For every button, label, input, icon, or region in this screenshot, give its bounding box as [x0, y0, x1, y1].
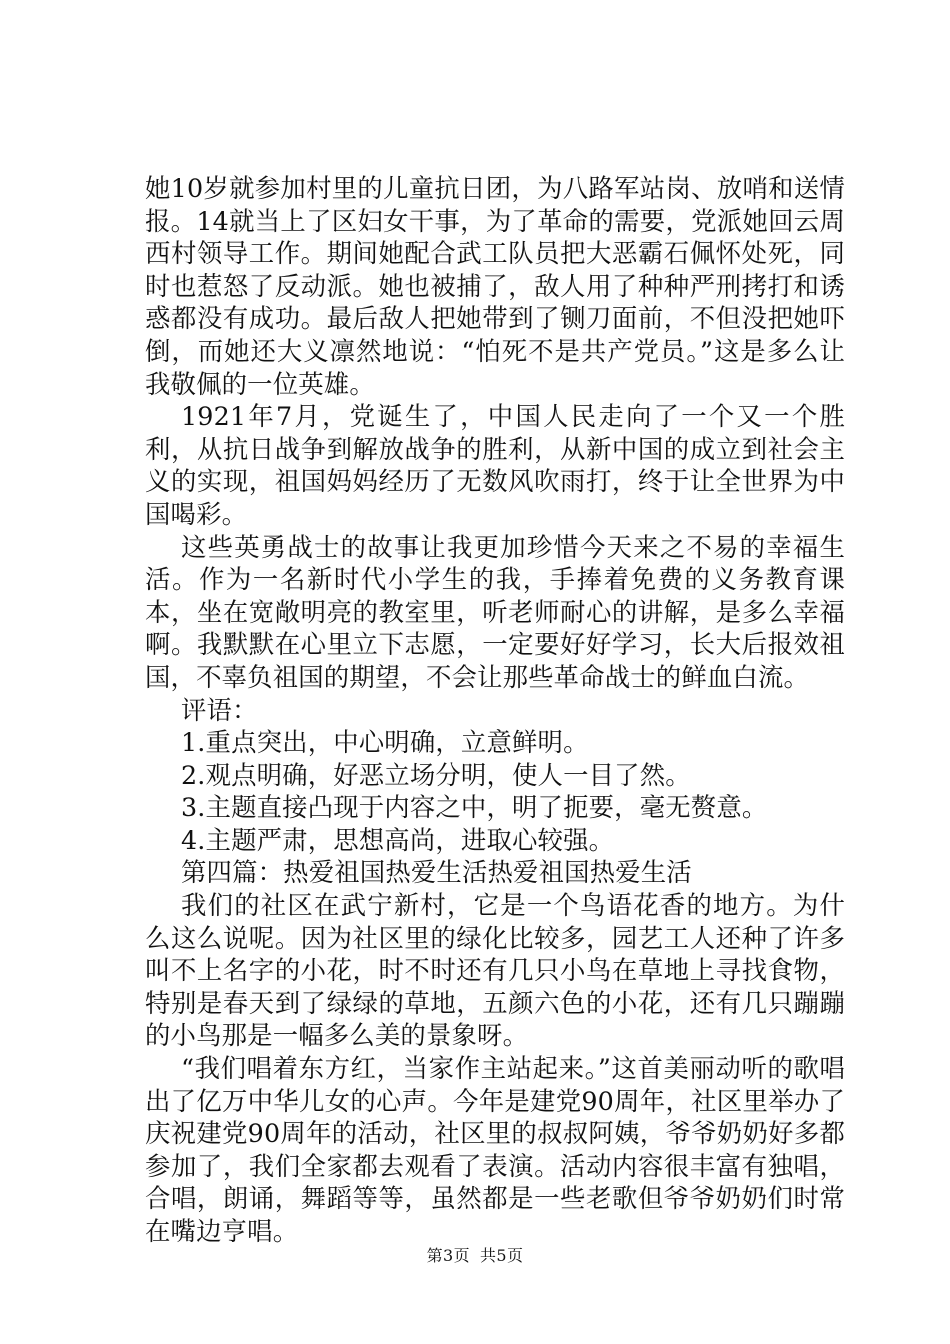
document-body — [145, 172, 845, 1248]
page-footer — [0, 1245, 950, 1267]
comment-heading: 评语： — [181, 694, 258, 725]
paragraph-celebration: “我们唱着东方红，当家作主站起来。”这首美丽动听的歌唱出了亿万中华儿女的心声。今年是建党90周年，社区里举办了庆祝建党90周年的活动，社区里的叔叔阿姨，爷爷奶奶好多都参加了，我们全家都去观看了表演。活动内容很丰富有独唱，合唱，朗诵，舞蹈等等，虽然都是一些老歌但爷爷奶奶们时常在嘴边亨唱。 — [145, 1053, 845, 1246]
comment-item-3: 3.主题直接凸现于内容之中，明了扼要，毫无赘意。 — [181, 792, 768, 823]
page-total: 共5页 — [480, 1246, 524, 1265]
comment-item-2: 2.观点明确，好恶立场分明，使人一目了然。 — [181, 759, 691, 790]
section-title: 第四篇：热爱祖国热爱生活热爱祖国热爱生活 — [181, 857, 692, 888]
paragraph-resolution: 这些英勇战士的故事让我更加珍惜今天来之不易的幸福生活。作为一名新时代小学生的我，手捧着免费的义务教育课本，坐在宽敞明亮的教室里，听老师耐心的讲解，是多么幸福啊。我默默在心里立下志愿，一定要好好学习，长大后报效祖国，不辜负祖国的期望，不会让那些革命战士的鲜血白流。 — [145, 531, 845, 692]
page-number: 第3页 — [426, 1246, 470, 1265]
paragraph-heroine-story: 她10岁就参加村里的儿童抗日团，为八路军站岗、放哨和送情报。14就当上了区妇女干事，为了革命的需要，党派她回云周西村领导工作。期间她配合武工队员把大恶霸石佩怀处死，同时也惹怒了反动派。她也被捕了，敌人用了种种严刑拷打和诱惑都没有成功。最后敌人把她带到了铡刀面前，不但没把她吓倒，而她还大义凛然地说：“怕死不是共产党员。”这是多么让我敬佩的一位英雄。 — [145, 173, 845, 399]
comment-item-4: 4.主题严肃，思想高尚，进取心较强。 — [181, 824, 615, 855]
paragraph-community: 我们的社区在武宁新村，它是一个鸟语花香的地方。为什么这么说呢。因为社区里的绿化比较多，园艺工人还种了许多叫不上名字的小花，时不时还有几只小鸟在草地上寻找食物，特别是春天到了绿绿的草地，五颜六色的小花，还有几只蹦蹦的小鸟那是一幅多么美的景象呀。 — [145, 890, 845, 1051]
comment-item-1: 1.重点突出，中心明确，立意鲜明。 — [181, 727, 589, 758]
paragraph-party-history: 1921年7月，党诞生了，中国人民走向了一个又一个胜利，从抗日战争到解放战争的胜利，从新中国的成立到社会主义的实现，祖国妈妈经历了无数风吹雨打，终于让全世界为中国喝彩。 — [145, 401, 845, 529]
